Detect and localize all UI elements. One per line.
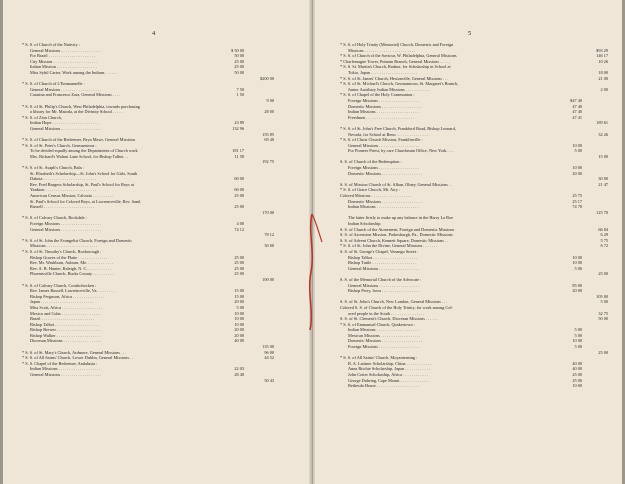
total-amount: 28 00 (264, 109, 274, 115)
total-amount: 32 75 (598, 310, 608, 316)
entry-text: Foreign Missions . . . . . . . . . . . . . . . . . . . (30, 221, 101, 226)
entry-text: * S. S. of Calvary Church, Rockdale : (22, 215, 87, 221)
entry-text: To be divided equally among the Departments of Church work (30, 148, 138, 154)
item-amount: 40 00 (234, 338, 244, 344)
entry-text: S. S. of Mission Church of St. Alban, Olney, General Missions . . (340, 181, 453, 187)
total-amount: 100 00 (262, 276, 274, 282)
entry-text: * S. S. of Church of the Redeemer, Bryn Mawr, General Missions (22, 137, 136, 143)
left-page-entries (22, 42, 290, 383)
entry-text: * Charlemagne Tower, Putnam Branch, General Missions . . . . . (340, 58, 450, 64)
entry-text: * S. S. of St. Timothy's Church, Roxborough : (22, 248, 102, 254)
item-amount: 47 40 (572, 103, 582, 109)
entry-text: General Missions . . . . . . . . . . . . . . . . . . . (30, 372, 102, 378)
entry-text: Rev. Mr. Washburn, Auburn, Me. . . . . . . . . . . . . (30, 260, 113, 266)
item-amount: 15 00 (234, 288, 244, 294)
total-amount: 6 29 (600, 232, 608, 238)
item-amount: 20 00 (234, 332, 244, 338)
entry-text: * S. S. of Christ Church Mission, Franklinville : (340, 137, 423, 143)
total-amount: 189 61 (596, 120, 608, 126)
entry-text: Colored S. S. of Church of the Holy Trinity, for work among Col- (340, 304, 453, 310)
item-amount: 10 00 (572, 254, 582, 260)
total-amount: 5 00 (600, 299, 608, 305)
item-amount: 40 00 (572, 360, 582, 366)
entry-text: Mexican Missions . . . . . . . . . . . . . . . . . . . (348, 332, 421, 338)
entry-text: Missions . . . . . . . . . . . . . . . . . . . . . . . . (30, 243, 98, 249)
entry-text: Indian Hope . . . . . . . . . . . . . . . . . . . . . . (30, 120, 99, 126)
entry-text: Colored Missions . . . . . . . . . . . . . . . . . . . (340, 193, 412, 199)
entry-text: * S. S. of St. John the Divine, General Missions . . . . . . . (340, 243, 438, 249)
item-amount: 181 17 (232, 148, 244, 154)
total-amount: 5 75 (600, 237, 608, 243)
total-amount: 21 00 (598, 75, 608, 81)
item-amount: 50 00 (234, 69, 244, 75)
entry-text: * S. S. of Holy Trinity (Memorial) Church, Domestic and Foreign (340, 42, 454, 47)
total-amount: 32 26 (598, 131, 608, 137)
item-amount: 20 00 (572, 170, 582, 176)
entry-text: S. S. of St. John's Church, New London, General Missions . . . (340, 299, 448, 305)
total-amount: 10 26 (598, 58, 608, 64)
entry-text: Dakota . . . . . . . . . . . . . . . . . . . . . . . . . (30, 176, 97, 182)
entry-text: St. Paul's School for Colored Boys, at Lawrenceville, Rev. Saml. (30, 198, 142, 204)
entry-text: Foreign Missions . . . . . . . . . . . . . . . . . . . (348, 97, 419, 103)
entry-text: S. S. of St. George's Chapel, Venango Street : (340, 248, 419, 254)
item-amount: 25 75 (572, 193, 582, 199)
entry-text: Nevada, for School at Reno . . . . . . . . . . . . . . . (348, 131, 428, 137)
item-amount: 1 50 (236, 92, 244, 98)
entry-text: Italian Mission . . . . . . . . . . . . . . . . . . . (30, 64, 97, 70)
entry-text: * S. S. Chapel of the Redeemer, Andalusia : (22, 360, 98, 366)
item-amount: 10 00 (572, 260, 582, 266)
entry-text: * S. S. of St. Asaph's Church, Bala : (22, 165, 84, 171)
entry-text: Freedmen . . . . . . . . . . . . . . . . . . . . . . . (348, 114, 415, 120)
entry-text: ored people in the South . . . . . . . . . . . . . . . . (348, 310, 425, 316)
total-amount: 78 12 (264, 232, 274, 238)
entry-text: Phoenixville Church, Bucks County . . . . . . . . . . (30, 271, 114, 277)
total-amount: 21 47 (598, 181, 608, 187)
total-amount: 69 40 (264, 137, 274, 143)
entry-text: * S. S. of Zion Church, (22, 114, 62, 120)
entry-text: St. Elizabeth's Scholarship—St. John's School for Girls, South (30, 170, 138, 176)
entry-text: S. S. of the Memorial Church of the Advocate : (340, 276, 422, 282)
entry-text: Bishop Brewer . . . . . . . . . . . . . . . . . . . . . (30, 327, 102, 333)
item-amount: 10 00 (234, 316, 244, 322)
item-amount: 5 00 (574, 327, 582, 333)
item-amount: 25 00 (234, 204, 244, 210)
entry-text: * S. S. of St. John's Free Church, Frankford Road, Bishop Leonard, (340, 125, 456, 131)
item-amount: 25 00 (572, 372, 582, 378)
item-amount: 25 00 (234, 193, 244, 199)
total-amount: 125 70 (596, 209, 608, 215)
entry-text: S. S. of Advent Church, Kennett Square, Domestic Missions . . (340, 237, 449, 243)
total-amount: 2 00 (600, 86, 608, 92)
entry-text: City Mission . . . . . . . . . . . . . . . . . . . . . (30, 58, 98, 64)
item-amount: 28 40 (234, 372, 244, 378)
item-amount: 5 00 (574, 332, 582, 338)
entry-text: S. S. of St. Clement's Church, Diocesan Missions . . . . . . (340, 316, 438, 322)
entry-text: * S. S. of Calvary Church, Conshohocken : (22, 282, 97, 288)
entry-text: * S. S. of St. John the Evangelist Church, Foreign and Domestic (22, 237, 133, 243)
entry-text: Miss Scott, Africa . . . . . . . . . . . . . . . . . . . (30, 304, 102, 310)
entry-text: S. S. of Church of the Redemption : (340, 159, 402, 165)
entry-text: * S. S. of St. Philip's Church, West Philadelphia, towards purchasing (22, 103, 140, 109)
total-amount: $93 29 (596, 47, 608, 53)
item-amount: 10 00 (234, 310, 244, 316)
entry-text: Brazil . . . . . . . . . . . . . . . . . . . . . . . . . (30, 316, 95, 322)
item-amount: 22 03 (234, 366, 244, 372)
entry-text: * S. S. of Chapel of the Holy Communion : (340, 92, 415, 98)
entry-text: For Brazil . . . . . . . . . . . . . . . . . . . . . . (30, 53, 95, 59)
item-amount: 4 00 (236, 221, 244, 226)
item-amount: 25 00 (234, 260, 244, 266)
entry-text: American Census Mission, Calcutta . . . . . . . . . . (30, 193, 114, 199)
entry-text: B. A. Latimer Scholarship, China . . . . . . . . . . . . (348, 360, 432, 366)
entry-text: * S. S. of Emmanuel Church, Quakertown : (340, 321, 415, 327)
entry-text: * S. S. of St. Michael's Church, Germantown, St. Margaret's Branch, (340, 81, 459, 87)
entry-text: Tokio, Japan . . . . . . . . . . . . . . . . . . . . . . (348, 69, 418, 75)
entry-text: The latter firstly to make up any balance in the Harry La Roe (348, 215, 453, 221)
entry-text: For Pioneer Priest, by care Churchman Office, New York. . . . (348, 148, 454, 154)
entry-text: Bishop Talbot . . . . . . . . . . . . . . . . . . . . . (348, 254, 418, 260)
item-amount: 85 00 (572, 282, 582, 288)
item-amount: 47 41 (572, 114, 582, 120)
item-amount: 5 00 (236, 304, 244, 310)
right-page-entries (340, 42, 610, 389)
item-amount: 11 58 (234, 153, 244, 159)
entry-text: Diocesan Missions . . . . . . . . . . . . . . . . . . (30, 338, 102, 344)
item-amount: 60 00 (234, 176, 244, 182)
total-amount: $200 00 (260, 75, 274, 81)
total-amount: 25 00 (598, 349, 608, 355)
total-amount: 6 72 (600, 243, 608, 249)
item-amount: 40 00 (572, 366, 582, 372)
entry-text: S. S. of Ascension Mission, Parkesburgh, Pa., Domestic Missions (340, 232, 453, 238)
entry-text: Mexico and Cuba . . . . . . . . . . . . . . . . . . . (30, 310, 102, 316)
left-edge-shadow (0, 0, 3, 484)
entry-text: Bishop Perry, Iowa . . . . . . . . . . . . . . . . . . (348, 288, 420, 294)
item-amount: 20 00 (572, 288, 582, 294)
total-amount: 96 00 (264, 349, 274, 355)
entry-text: Rev. James Russell, Lawrenceville, Va. . . . . . . . . (30, 288, 115, 294)
entry-text: General Missions . . . . . . . . . . . . . . . . . . . (348, 142, 420, 148)
entry-text: General Missions . . . . . . . . . . . . . . . . . . . (30, 47, 102, 53)
entry-text: Catarina and Francesco Zara, General Missions . . . . (30, 92, 121, 98)
entry-text: * S. S. of All Saints' Church, Moyamensing : (340, 355, 418, 361)
item-amount: 10 00 (572, 142, 582, 148)
entry-text: Bishop Walker . . . . . . . . . . . . . . . . . . . . . (30, 332, 101, 338)
item-amount: 5 00 (574, 148, 582, 154)
total-amount: 170 00 (262, 209, 274, 215)
item-amount: 25 17 (572, 198, 582, 204)
entry-text: Rev. Fred Burgess Scholarship, St. Paul's School for Boys at (30, 181, 135, 187)
entry-text: General Missions . . . . . . . . . . . . . . . . . . . (348, 265, 420, 271)
entry-text: Domestic Missions . . . . . . . . . . . . . . . . . . . (348, 103, 422, 109)
entry-text: Indian Scholarship. (348, 221, 382, 226)
entry-text: General Missions . . . . . . . . . . . . . . . . . . . (30, 226, 102, 232)
entry-text: Indian Missions . . . . . . . . . . . . . . . . . . . . (348, 204, 419, 210)
entry-text: * S. S. of Grace Church, Mt. Airy : (340, 187, 401, 193)
entry-text: Indian Missions . . . . . . . . . . . . . . . . . . . . (30, 366, 101, 372)
entry-text: * S. S. of St. Peter's Church, Germantown : (22, 142, 97, 148)
entry-text: * S. S. of All Saints' Church, Lower Dublin, General Missions . . (22, 355, 134, 361)
total-amount: 146 17 (596, 53, 608, 59)
item-amount: 5 00 (574, 344, 582, 350)
entry-text: Domestic Missions . . . . . . . . . . . . . . . . . . . (348, 170, 422, 176)
entry-text: Bishop Graves of the Platte . . . . . . . . . . . . . . (30, 254, 108, 260)
entry-text: Bishop Tuttle . . . . . . . . . . . . . . . . . . . . . (348, 260, 417, 266)
entry-text: * S. S. of St. Mary's Church, Ardmore, General Missions . . . (22, 349, 127, 355)
entry-text: Bethesda House . . . . . . . . . . . . . . . . . . . . (348, 383, 419, 389)
entry-text: Mrs. Richard's Walnut Lane School, for Bishop Talbot . . (30, 153, 128, 159)
total-amount: 192 75 (262, 159, 274, 165)
item-amount: 15 00 (234, 293, 244, 299)
entry-text: George Duhring, Cape Mount . . . . . . . . . . . . . . (348, 377, 430, 383)
entry-text: Foreign Missions . . . . . . . . . . . . . . . . . . . (348, 344, 419, 350)
entry-text: Japan . . . . . . . . . . . . . . . . . . . . . . . . . (30, 299, 94, 305)
item-amount: 23 89 (234, 120, 244, 126)
total-amount: 18 00 (598, 69, 608, 75)
entry-text: Domestic Missions . . . . . . . . . . . . . . . . . . . (348, 198, 422, 204)
total-amount: 105 00 (596, 293, 608, 299)
item-amount: 5 00 (574, 265, 582, 271)
total-amount: 25 00 (598, 271, 608, 277)
entry-text: Indian Missions . . . . . . . . . . . . . . . . . . . . (348, 109, 419, 115)
entry-text: Anna Ritchie Scholarship, Japan . . . . . . . . . . . . (348, 366, 430, 372)
item-amount: 10 00 (572, 383, 582, 389)
entry-text: a library for Mr. Matoda, at the Divinity School . . . . . (30, 109, 123, 115)
entry-text: Bishop Talbot . . . . . . . . . . . . . . . . . . . . . (30, 321, 100, 327)
entry-text: General Missions . . . . . . . . . . . . . . . . . . . (348, 282, 420, 288)
item-amount: 20 00 (234, 327, 244, 333)
total-amount: 66 84 (598, 226, 608, 232)
entry-text: Foreign Missions . . . . . . . . . . . . . . . . . . . (348, 165, 419, 171)
entry-text: General Missions . . . . . . . . . . . . . . . . . . . (30, 86, 102, 92)
entry-text: * S. S. of Church of the Nativity : (22, 42, 81, 47)
entry-text: Russell . . . . . . . . . . . . . . . . . . . . . . . . (30, 204, 95, 210)
item-amount: 25 00 (234, 254, 244, 260)
entry-text: * S. S. of Church of L'Emmanuelle : (22, 81, 85, 87)
total-amount: 30 00 (264, 243, 274, 249)
item-amount: 74 12 (234, 226, 244, 232)
entry-text: * S. S. of St. James' Church, Hestonville, General Missions . . . (340, 75, 449, 81)
item-amount: 50 00 (234, 53, 244, 59)
item-amount: 10 00 (234, 321, 244, 327)
item-amount: 74 78 (572, 204, 582, 210)
entry-text: Bishop Ferguson, Africa . . . . . . . . . . . . . . . (30, 293, 105, 299)
page-number: 4 (152, 30, 156, 37)
item-amount: 132 96 (232, 125, 244, 131)
item-amount: 25 00 (234, 271, 244, 277)
entry-text: General Missions . . . . . . . . . . . . . . . . . . . (30, 125, 102, 131)
entry-text: Domestic Missions . . . . . . . . . . . . . . . . . . . (348, 338, 422, 344)
total-amount: 30 00 (598, 176, 608, 182)
ledger-line (340, 383, 610, 389)
entry-text: * S. S. of Church of the Saviour, W. Philadelphia, General Missions (340, 53, 457, 59)
entry-text: Missions . . . . . . . . . . . . . . . . . . . . . . . . (348, 47, 416, 53)
total-amount: 9 00 (266, 97, 274, 103)
total-amount: 44 52 (264, 355, 274, 361)
total-amount: 50 43 (264, 377, 274, 383)
page-number: 5 (468, 30, 472, 37)
entry-text: * S. S. St. Martin's Church, Radnor, for Scholarship in School at (340, 64, 451, 70)
item-amount: $47 40 (570, 97, 582, 103)
item-amount: $ 50 00 (231, 47, 244, 53)
entry-text: John Cotter Scholarship, Africa . . . . . . . . . . . . (348, 372, 428, 378)
item-amount: 60 00 (234, 187, 244, 193)
total-amount: 135 00 (262, 344, 274, 350)
item-amount: 25 00 (234, 58, 244, 64)
item-amount: 47 40 (572, 109, 582, 115)
total-amount: 155 85 (262, 131, 274, 137)
entry-text: Miss Sybil Carter, Work among the Indians . . . . . . (30, 69, 118, 75)
item-amount: 25 00 (572, 377, 582, 383)
entry-text: Junior Auxiliary Indian Missions . . . . . . . . . . . . (348, 86, 431, 92)
entry-text: Yankton . . . . . . . . . . . . . . . . . . . . . . . . (30, 187, 96, 193)
item-amount: 20 00 (234, 299, 244, 305)
entry-text: S. S. of Church of the Atonement, Foreign and Domestic Missions (340, 226, 455, 232)
ledger-line (22, 378, 290, 384)
item-amount: 10 00 (572, 338, 582, 344)
item-amount: 10 00 (572, 165, 582, 171)
item-amount: 25 00 (234, 265, 244, 271)
total-amount: 15 00 (598, 153, 608, 159)
right-page (313, 0, 625, 484)
binding-thread (298, 212, 326, 332)
entry-text: Rev. A. B. Hunter, Raleigh, N. C. . . . . . . . . . . . (30, 265, 112, 271)
item-amount: 7 50 (236, 86, 244, 92)
item-amount: 25 00 (234, 64, 244, 70)
total-amount: 50 00 (598, 316, 608, 322)
entry-text: Indian Missions . . . . . . . . . . . . . . . . . . . . (348, 327, 419, 333)
